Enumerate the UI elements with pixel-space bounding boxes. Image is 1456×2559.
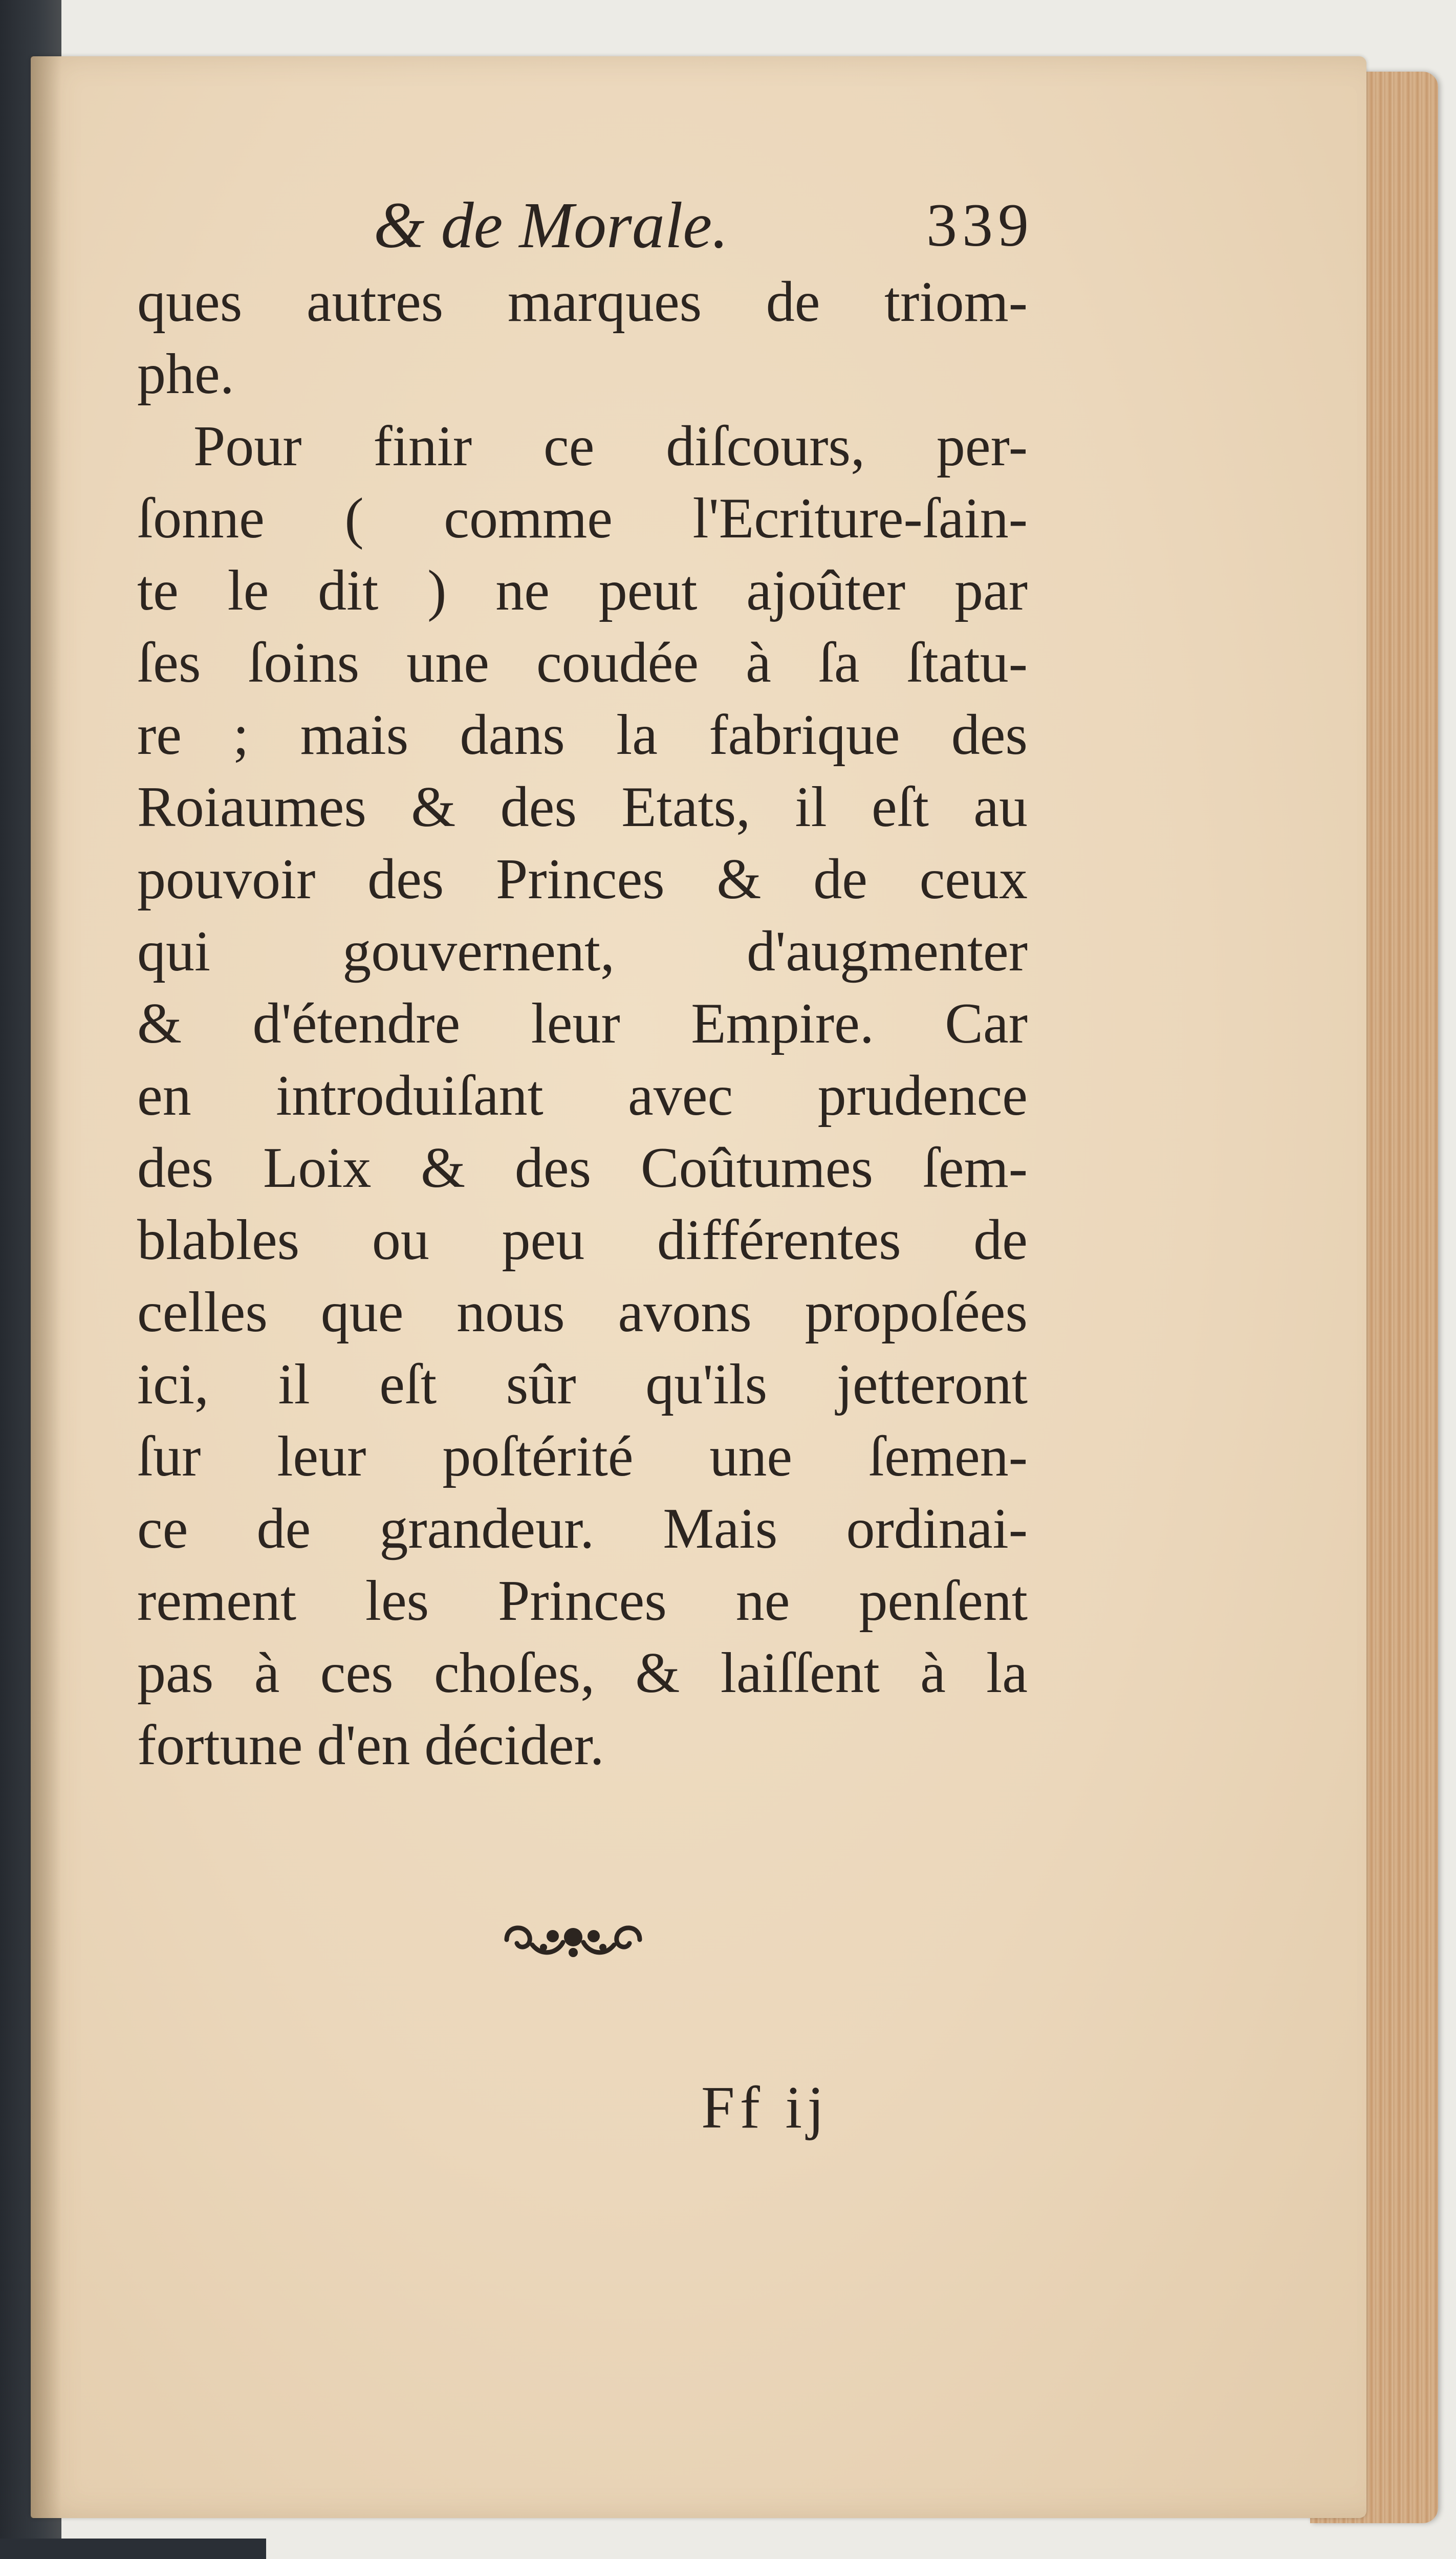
text-line: rement les Princes ne penſent <box>137 1569 1028 1633</box>
gutter-shadow <box>31 56 61 2518</box>
text-line: pas à ces choſes, & laiſſent à la <box>137 1641 1028 1705</box>
text-line: re ; mais dans la fabrique des <box>137 703 1028 767</box>
binding-corner <box>0 2539 266 2559</box>
signature-mark: Ff ij <box>701 2074 829 2141</box>
printers-ornament <box>496 1917 650 1963</box>
text-line: ſes ſoins une coudée à ſa ſtatu- <box>137 631 1028 695</box>
running-head <box>374 184 1034 266</box>
text-line: & d'étendre leur Empire. Car <box>137 992 1028 1055</box>
text-line: en introduiſant avec prudence <box>137 1064 1028 1127</box>
text-line: ſur leur poſtérité une ſemen- <box>137 1425 1028 1488</box>
text-line: Pour finir ce diſcours, per- <box>193 415 1028 478</box>
text-line: ques autres marques de triom- <box>137 270 1028 334</box>
text-line: ici, il eſt sûr qu'ils jetteront <box>137 1353 1028 1416</box>
text-line: fortune d'en décider. <box>137 1714 604 1777</box>
page-number: 339 <box>926 191 1034 259</box>
text-line: Roiaumes & des Etats, il eſt au <box>137 775 1028 839</box>
text-line: phe. <box>137 342 234 406</box>
text-line: des Loix & des Coûtumes ſem- <box>137 1136 1028 1200</box>
text-line: te le dit ) ne peut ajoûter par <box>137 559 1028 622</box>
body-text <box>137 266 1028 1782</box>
text-line: blables ou peu différentes de <box>137 1208 1028 1272</box>
text-line: ce de grandeur. Mais ordinai- <box>137 1497 1028 1560</box>
running-head-title: & de Morale. <box>374 189 729 262</box>
text-line: qui gouvernent, d'augmenter <box>137 920 1028 983</box>
text-line: celles que nous avons propoſées <box>137 1281 1028 1344</box>
text-line: ſonne ( comme l'Ecriture-ſain- <box>137 487 1028 550</box>
text-line: pouvoir des Princes & de ceux <box>137 848 1028 911</box>
